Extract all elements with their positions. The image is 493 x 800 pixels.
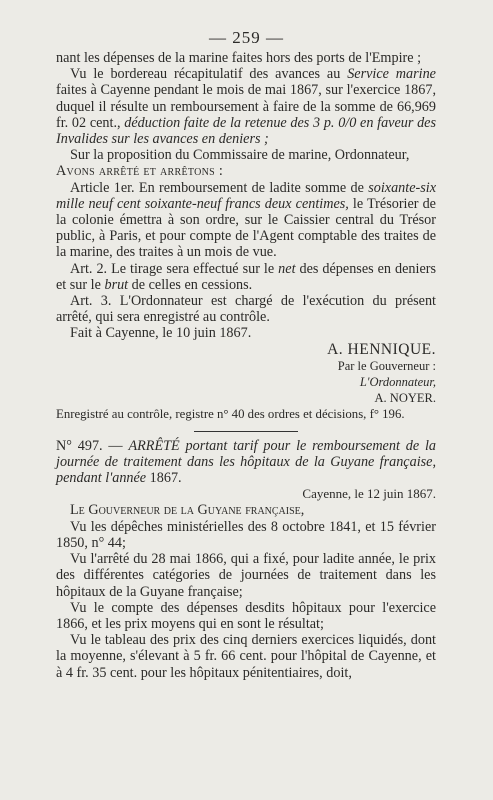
- paragraph-bordereau: Vu le bordereau récapitulatif des avances au Service marine faites à Cayenne pendant le mois de mai 1867, sur l'exercice 1867, duquel il résulte un remboursement à faire de la somme de 66,969 fr. 02 cent., déduction faite de la retenue des 3 p. 0/0 en faveur des Invalides sur les avances en deniers ;: [56, 66, 437, 148]
- paragraph-proposition: Sur la proposition du Commissaire de marine, Ordonnateur,: [70, 147, 410, 164]
- signature-name: A. HENNIQUE.: [327, 340, 436, 358]
- article-2: Art. 2. Le tirage sera effectué sur le net des dépenses en deniers et sur le brut de celles en cessions.: [56, 260, 436, 293]
- text-column: [56, 50, 436, 681]
- article-1: Article 1er. En remboursement de ladite somme de soixante-six mille neuf cent soixante-neuf francs deux centimes, le Trésorier de la colonie émettra à son ordre, sur le Caissier central du Trésor public, à Paris, et pour compte de l'Agent comptable des traites de la marine, des traites à un mois de vue.: [56, 179, 436, 261]
- paragraph-avons-arrete: Avons arrêté et arrêtons :: [56, 163, 224, 180]
- article-3: Art. 3. L'Ordonnateur est chargé de l'exécution du présent arrêté, qui sera enregistré au contrôle.: [56, 293, 436, 326]
- decree-date: Cayenne, le 12 juin 1867.: [302, 486, 436, 502]
- decree-vu-1: Vu les dépêches ministérielles des 8 octobre 1841, et 15 février 1850, n° 44;: [56, 518, 436, 551]
- decree-vu-2: Vu l'arrêté du 28 mai 1866, qui a fixé, pour ladite année, le prix des différentes catégories de journées de traitement dans les hôpitaux de la Guyane française;: [56, 551, 436, 600]
- decree-vu-4: Vu le tableau des prix des cinq derniers exercices liquidés, dont la moyenne, s'élevant à 5 fr. 66 cent. pour l'hôpital de Cayenne, et à 4 fr. 35 cent. pour les hôpitaux pénitentiaires, doit,: [56, 632, 436, 681]
- decree-heading: N° 497. — ARRÊTÉ portant tarif pour le remboursement de la journée de traitement dans les hôpitaux de la Guyane française, pendant l'année 1867.: [56, 437, 436, 487]
- line-1: nant les dépenses de la marine faites hors des ports de l'Empire ;: [56, 50, 422, 66]
- registration-note: Enregistré au contrôle, registre n° 40 des ordres et décisions, f° 196.: [56, 407, 405, 422]
- signature-par: Par le Gouverneur :: [337, 358, 436, 373]
- decree-vu-3: Vu le compte des dépenses desdits hôpitaux pour l'exercice 1866, et les prix moyens qui en sont le résultat;: [56, 599, 436, 632]
- signature-role: L'Ordonnateur,: [359, 375, 436, 390]
- fait-a-cayenne: Fait à Cayenne, le 10 juin 1867.: [70, 325, 252, 342]
- decree-governor: Le Gouverneur de la Guyane française,: [70, 502, 305, 519]
- page-number: — 259 —: [209, 28, 284, 47]
- separator-rule: [194, 431, 298, 432]
- signature-name-2: A. NOYER.: [374, 391, 436, 406]
